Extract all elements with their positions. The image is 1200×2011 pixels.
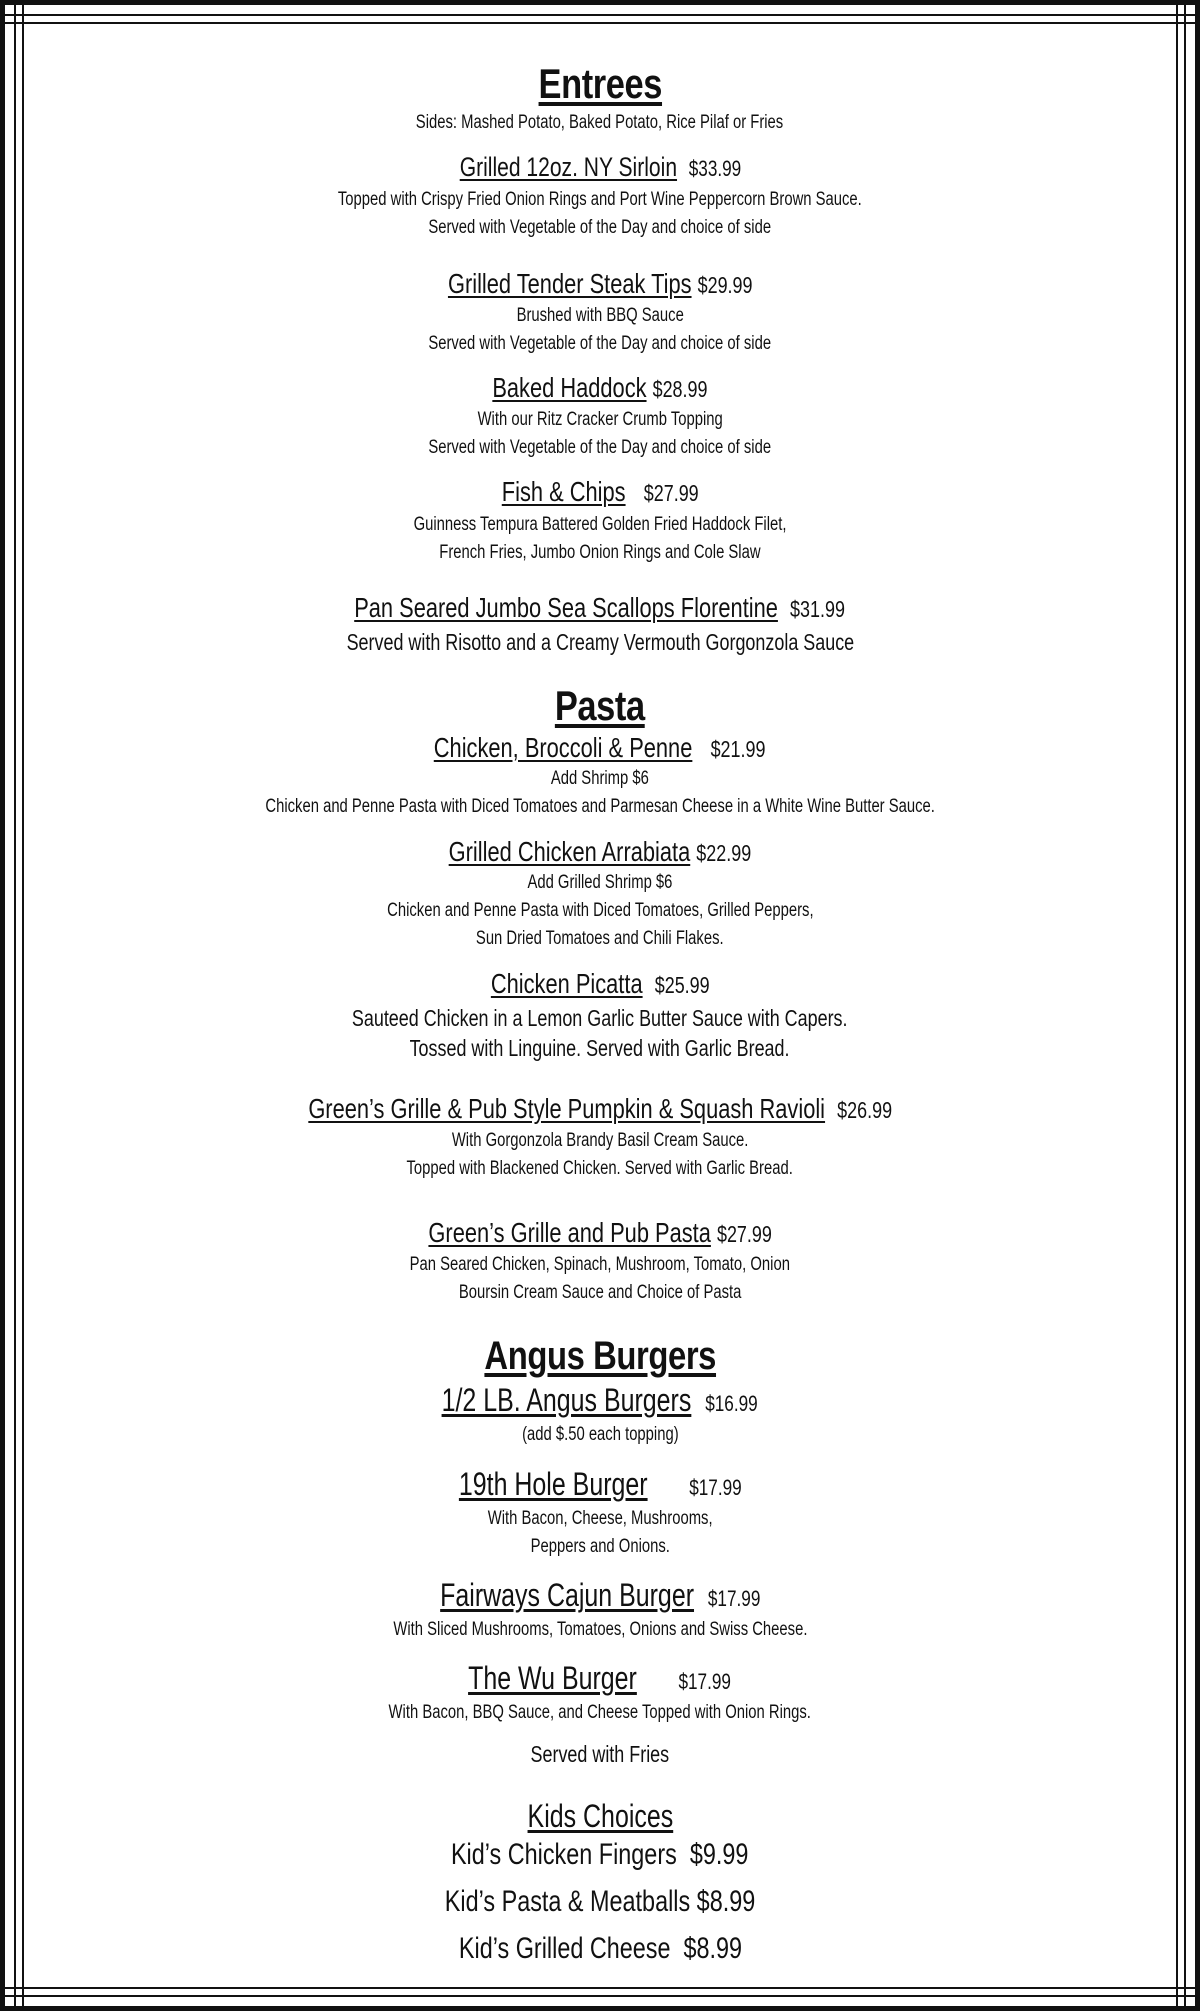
menu-item-desc: Add Shrimp $6 bbox=[550, 768, 650, 789]
menu-item-price: $16.99 bbox=[705, 1391, 759, 1416]
menu-item-desc: Guinness Tempura Battered Golden Fried Haddock Filet, bbox=[413, 514, 787, 535]
menu-item-name: Chicken, Broccoli & Penne bbox=[434, 732, 693, 763]
border-line bbox=[0, 14, 1200, 16]
menu-item-price: $8.99 bbox=[683, 1932, 742, 1965]
menu-item-heading bbox=[0, 1466, 1200, 1503]
menu-item-price: $31.99 bbox=[790, 596, 846, 622]
menu-item-name: Grilled Tender Steak Tips bbox=[447, 268, 692, 299]
menu-item-name: 1/2 LB. Angus Burgers bbox=[441, 1382, 692, 1418]
menu-item-desc: Pan Seared Chicken, Spinach, Mushroom, Tomato, Onion bbox=[409, 1254, 791, 1275]
menu-item-desc: With Sliced Mushrooms, Tomatoes, Onions and Swiss Cheese. bbox=[392, 1619, 808, 1640]
burgers-note: Served with Fries bbox=[530, 1741, 670, 1767]
menu-item-heading bbox=[0, 732, 1200, 764]
menu-item-desc: Peppers and Onions. bbox=[530, 1536, 670, 1557]
menu-item-name: Baked Haddock bbox=[492, 372, 647, 403]
menu-item-desc: Topped with Blackened Chicken. Served with Garlic Bread. bbox=[406, 1158, 794, 1179]
menu-item-price: $8.99 bbox=[696, 1885, 756, 1918]
menu-item-price: $17.99 bbox=[707, 1586, 761, 1611]
menu-item-price: $25.99 bbox=[654, 972, 710, 998]
menu-item-desc: Chicken and Penne Pasta with Diced Tomatoes and Parmesan Cheese in a White Wine Butter Sauce. bbox=[265, 796, 935, 817]
menu-item-price: $21.99 bbox=[710, 736, 766, 762]
menu-item-desc: French Fries, Jumbo Onion Rings and Cole Slaw bbox=[439, 542, 761, 563]
menu-item-price: $29.99 bbox=[697, 272, 753, 298]
menu-item-heading bbox=[0, 592, 1200, 624]
menu-item-heading bbox=[0, 152, 1200, 183]
menu-item-desc: With Bacon, Cheese, Mushrooms, bbox=[487, 1508, 713, 1529]
menu-item-desc: With our Ritz Cracker Crumb Topping bbox=[477, 409, 723, 430]
menu-item-desc: With Gorgonzola Brandy Basil Cream Sauce. bbox=[451, 1130, 749, 1151]
menu-item-price: $33.99 bbox=[688, 156, 741, 181]
menu-item-heading bbox=[0, 1217, 1200, 1249]
menu-item-desc: Served with Vegetable of the Day and choice of side bbox=[428, 333, 772, 354]
menu-item-desc: Topped with Crispy Fried Onion Rings and Port Wine Peppercorn Brown Sauce. bbox=[338, 189, 862, 210]
menu-item-desc: Boursin Cream Sauce and Choice of Pasta bbox=[458, 1282, 742, 1303]
menu-item-name: Green’s Grille and Pub Pasta bbox=[428, 1217, 711, 1248]
menu-item-name: The Wu Burger bbox=[468, 1660, 638, 1696]
menu-item-price: $9.99 bbox=[690, 1838, 749, 1871]
menu-item-desc: (add $.50 each topping) bbox=[521, 1424, 679, 1445]
menu-item-name: Grilled Chicken Arrabiata bbox=[448, 836, 691, 867]
kids-item bbox=[0, 1932, 1200, 1966]
menu-item-name: Kid’s Pasta & Meatballs bbox=[444, 1885, 691, 1918]
menu-item-name: 19th Hole Burger bbox=[458, 1466, 648, 1502]
burgers-section-title: Angus Burgers bbox=[484, 1334, 716, 1378]
menu-item-price: $28.99 bbox=[652, 376, 708, 402]
menu-item-price: $17.99 bbox=[678, 1669, 732, 1694]
menu-item-desc: Chicken and Penne Pasta with Diced Tomatoes, Grilled Peppers, bbox=[386, 900, 814, 921]
menu-item-price: $22.99 bbox=[696, 840, 752, 866]
menu-item-name: Chicken Picatta bbox=[490, 968, 643, 999]
menu-item-price: $26.99 bbox=[836, 1097, 892, 1123]
menu-item-desc: Add Grilled Shrimp $6 bbox=[527, 872, 673, 893]
border-line bbox=[0, 2006, 1200, 2011]
menu-item-name: Grilled 12oz. NY Sirloin bbox=[459, 152, 677, 182]
menu-item-desc: With Bacon, BBQ Sauce, and Cheese Topped with Onion Rings. bbox=[388, 1702, 812, 1723]
menu-item-heading bbox=[0, 268, 1200, 300]
border-line bbox=[0, 22, 1200, 24]
kids-section-title: Kids Choices bbox=[527, 1798, 673, 1834]
menu-item-desc: Served with Vegetable of the Day and choice of side bbox=[428, 217, 772, 238]
menu-item-price: $27.99 bbox=[643, 480, 699, 506]
kids-item bbox=[0, 1885, 1200, 1919]
menu-item-desc: Served with Risotto and a Creamy Vermouth Gorgonzola Sauce bbox=[346, 629, 854, 655]
menu-item-name: Pan Seared Jumbo Sea Scallops Florentine bbox=[354, 592, 779, 623]
menu-item-heading bbox=[0, 1660, 1200, 1697]
menu-item-price: $17.99 bbox=[688, 1475, 742, 1500]
menu-item-heading bbox=[0, 372, 1200, 404]
menu-item-heading bbox=[0, 1577, 1200, 1614]
border-line bbox=[0, 0, 1200, 5]
menu-item-desc: Brushed with BBQ Sauce bbox=[516, 305, 684, 326]
entrees-sides: Sides: Mashed Potato, Baked Potato, Rice Pilaf or Fries bbox=[416, 112, 784, 133]
menu-item-desc: Tossed with Linguine. Served with Garlic Bread. bbox=[410, 1035, 790, 1061]
menu-item-desc: Served with Vegetable of the Day and choice of side bbox=[428, 437, 772, 458]
menu-item-heading bbox=[0, 476, 1200, 508]
entrees-section-title: Entrees bbox=[538, 60, 662, 107]
menu-item-name: Fairways Cajun Burger bbox=[439, 1577, 694, 1613]
border-line bbox=[0, 1995, 1200, 1997]
menu-item-price: $27.99 bbox=[716, 1221, 772, 1247]
kids-item bbox=[0, 1838, 1200, 1872]
menu-item-heading bbox=[0, 836, 1200, 868]
menu-item-name: Kid’s Grilled Cheese bbox=[458, 1932, 671, 1965]
menu-item-heading bbox=[0, 1382, 1200, 1419]
menu-item-desc: Sun Dried Tomatoes and Chili Flakes. bbox=[476, 928, 724, 949]
pasta-section-title: Pasta bbox=[555, 682, 645, 729]
border-line bbox=[0, 1987, 1200, 1989]
menu-item-desc: Sauteed Chicken in a Lemon Garlic Butter Sauce with Capers. bbox=[352, 1005, 848, 1031]
menu-item-name: Green’s Grille & Pub Style Pumpkin & Squash Ravioli bbox=[308, 1093, 825, 1124]
menu-item-heading bbox=[0, 968, 1200, 1000]
menu-item-heading bbox=[0, 1093, 1200, 1125]
menu-item-name: Fish & Chips bbox=[501, 476, 626, 507]
menu-item-name: Kid’s Chicken Fingers bbox=[451, 1838, 678, 1871]
